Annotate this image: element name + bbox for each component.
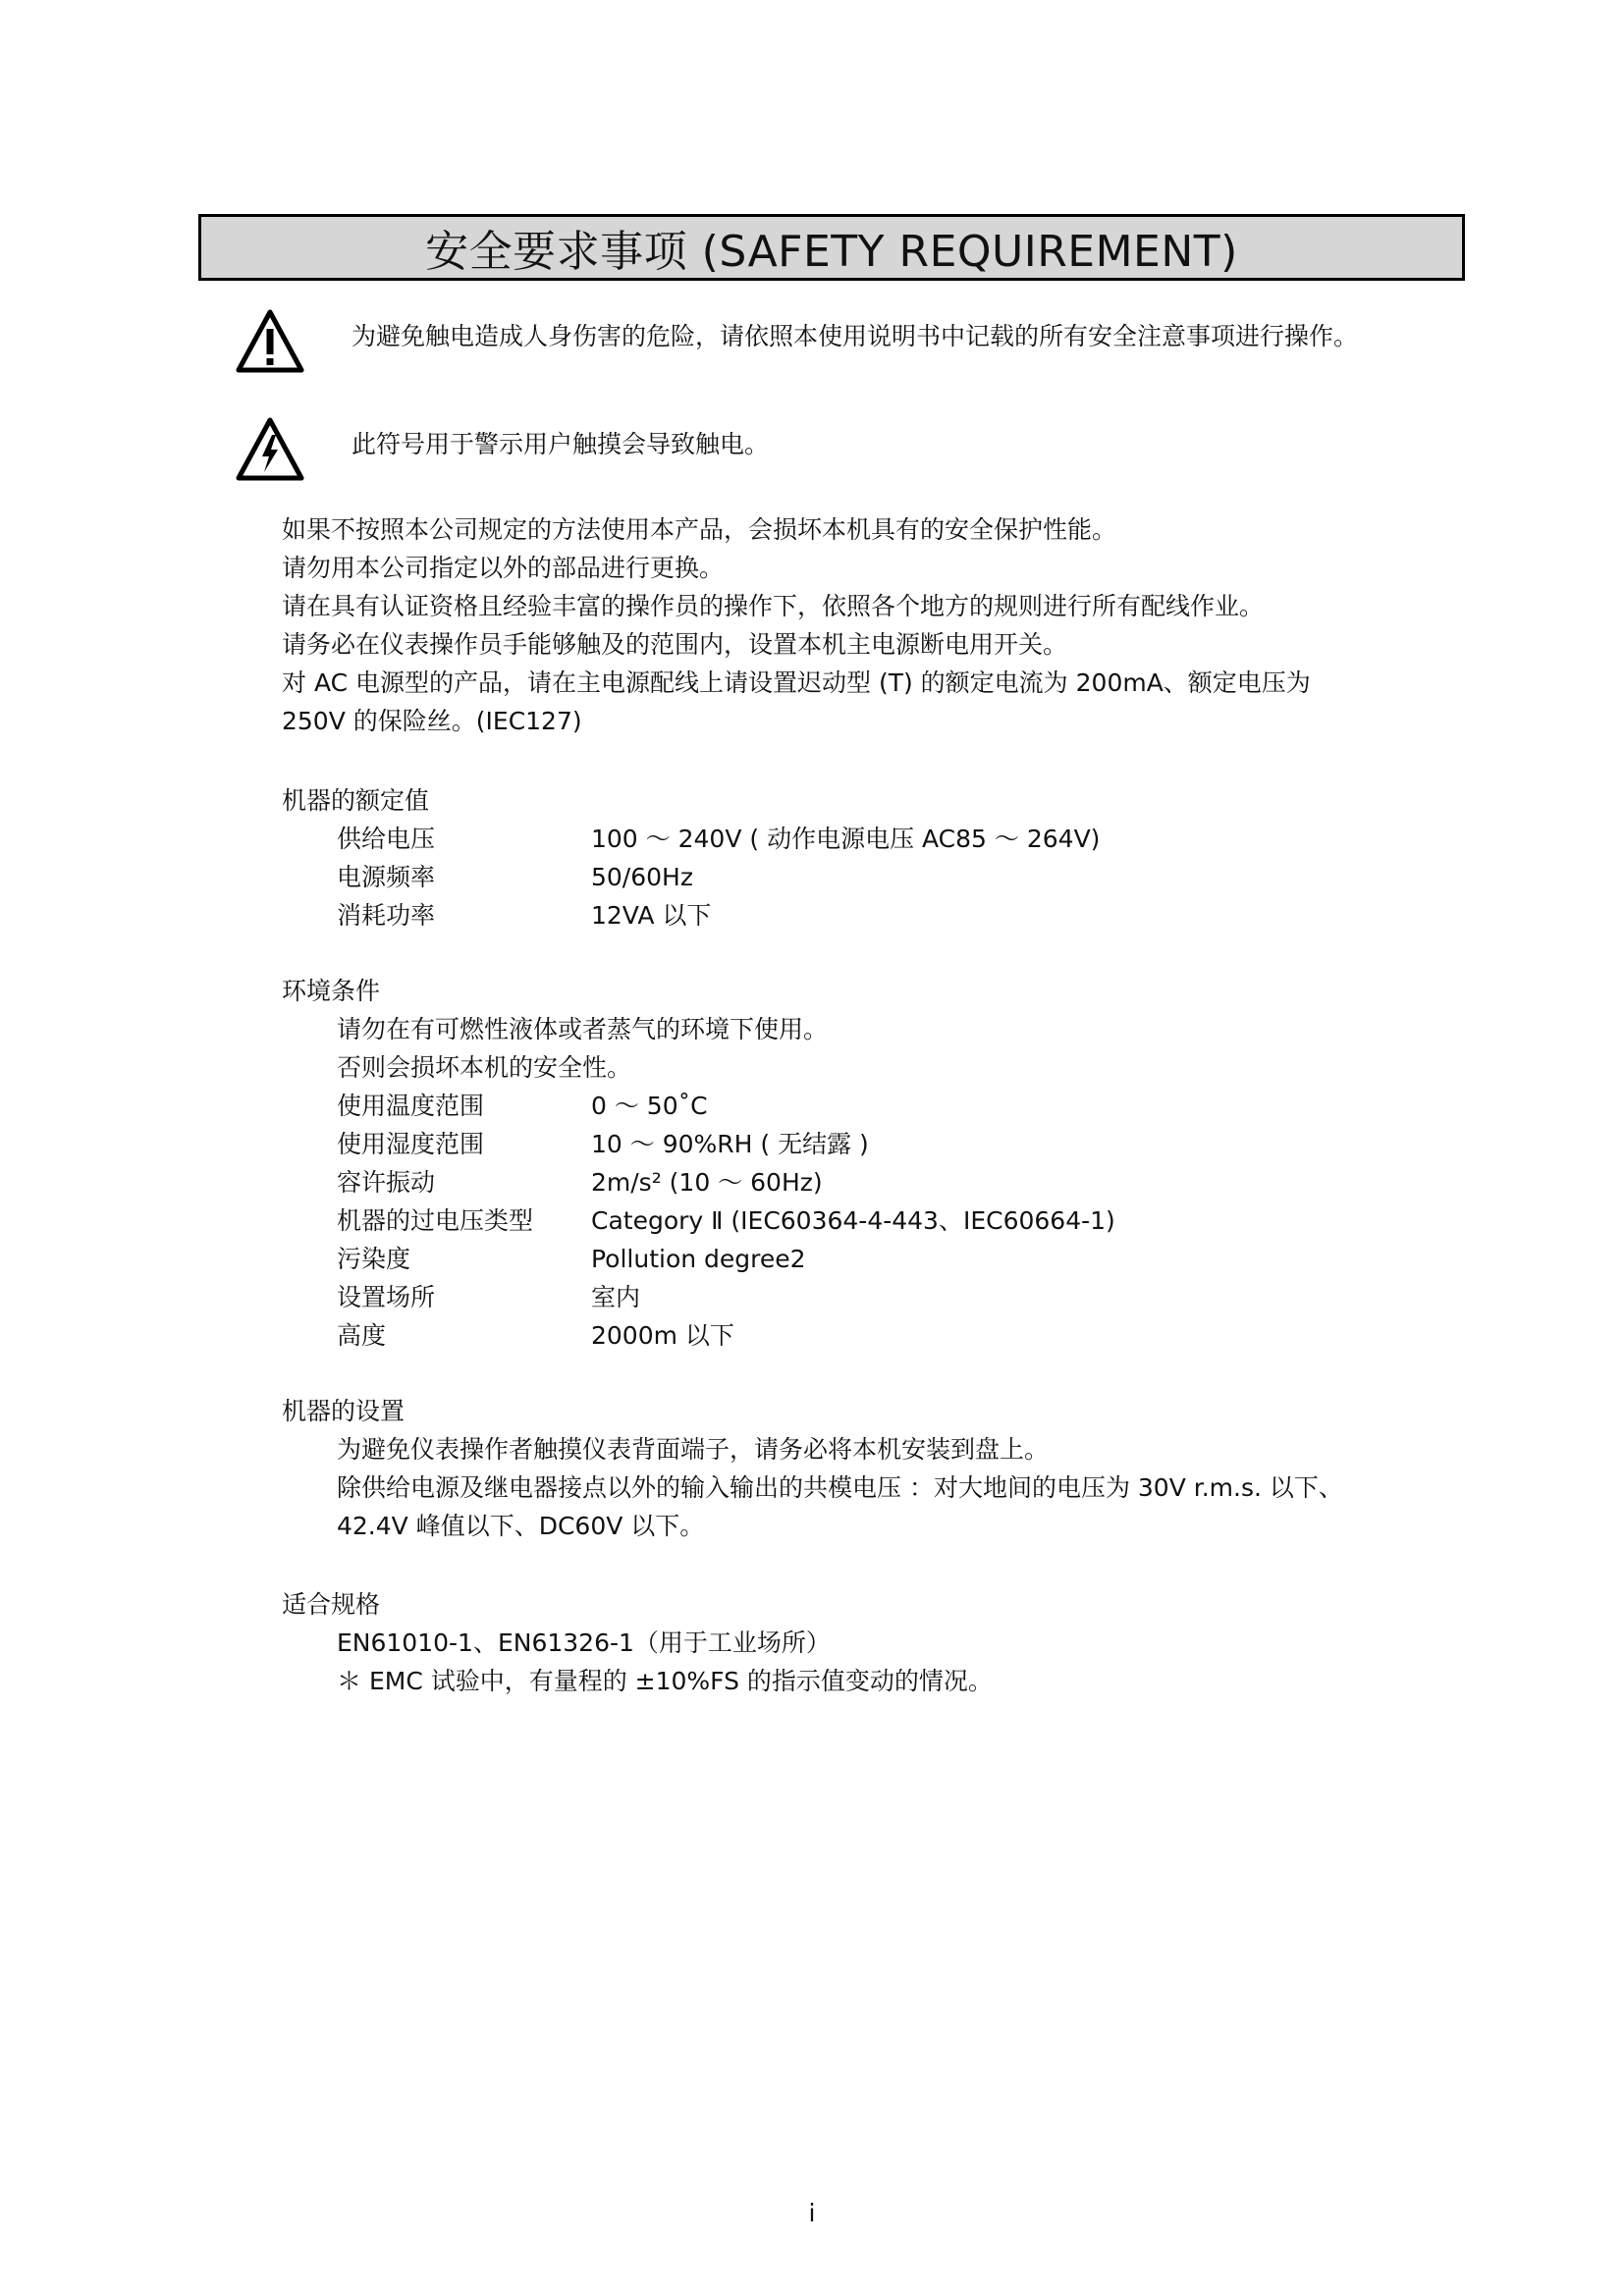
page-title: 安全要求事项 (SAFETY REQUIREMENT) [198, 214, 1465, 281]
rating-label: 消耗功率 [337, 901, 436, 930]
section-heading: 适合规格 [282, 1590, 381, 1619]
installation-line: 除供给电源及继电器接点以外的输入输出的共模电压 ：对大地间的电压为 30V r.m.s. 以下、 [337, 1473, 1343, 1502]
section-heading: 机器的额定值 [282, 786, 430, 815]
environment-section [282, 972, 1115, 1355]
environment-note: 否则会损坏本机的安全性。 [337, 1053, 632, 1082]
electric-shock-warning-icon [236, 417, 304, 482]
section-heading: 机器的设置 [282, 1397, 406, 1425]
shock-warning [236, 417, 1463, 496]
intro-line: 请在具有认证资格且经验丰富的操作员的操作下，依照各个地方的规则进行所有配线作业。 [282, 592, 1265, 620]
standards-line: ＊ EMC 试验中，有量程的 ±10%FS 的指示值变动的情况。 [337, 1667, 993, 1695]
installation-line: 为避免仪表操作者触摸仪表背面端子，请务必将本机安装到盘上。 [337, 1435, 1050, 1464]
rating-value: 100 ～ 240V ( 动作电源电压 AC85 ～ 264V) [591, 825, 1101, 853]
environment-label: 污染度 [337, 1245, 411, 1273]
rating-row [282, 820, 1100, 858]
environment-value: Category Ⅱ (IEC60364-4-443、IEC60664-1) [591, 1206, 1115, 1235]
environment-label: 机器的过电压类型 [337, 1206, 534, 1235]
environment-label: 使用温度范围 [337, 1092, 485, 1120]
intro-section [282, 510, 1311, 740]
environment-label: 高度 [337, 1321, 387, 1350]
standards-section [282, 1585, 993, 1700]
exclamation-warning-icon [236, 309, 304, 374]
intro-line: 请务必在仪表操作员手能够触及的范围内，设置本机主电源断电用开关。 [282, 630, 1068, 659]
intro-line: 250V 的保险丝。(IEC127) [282, 707, 582, 735]
environment-value: Pollution degree2 [591, 1245, 806, 1273]
environment-row [282, 1087, 1115, 1125]
environment-value: 10 ～ 90%RH ( 无结露 ) [591, 1130, 869, 1158]
rating-row [282, 896, 1100, 934]
rating-value: 12VA 以下 [591, 901, 712, 930]
page-number: i [808, 2199, 816, 2227]
environment-row [282, 1163, 1115, 1201]
environment-note: 请勿在有可燃性液体或者蒸气的环境下使用。 [337, 1015, 829, 1043]
shock-warning-text: 此符号用于警示用户触摸会导致触电。 [352, 430, 770, 458]
environment-row [282, 1278, 1115, 1316]
intro-line: 请勿用本公司指定以外的部品进行更换。 [282, 554, 725, 582]
general-warning-text: 为避免触电造成人身伤害的危险，请依照本使用说明书中记载的所有安全注意事项进行操作。 [352, 322, 1359, 350]
rating-value: 50/60Hz [591, 863, 693, 891]
environment-value: 室内 [591, 1283, 641, 1311]
environment-row [282, 1201, 1115, 1240]
environment-row [282, 1316, 1115, 1355]
environment-value: 2m/s² (10 ～ 60Hz) [591, 1168, 823, 1197]
ratings-section [282, 781, 1100, 934]
environment-label: 设置场所 [337, 1283, 436, 1311]
installation-line: 42.4V 峰值以下、DC60V 以下。 [337, 1512, 705, 1540]
rating-label: 供给电压 [337, 825, 436, 853]
general-warning [236, 309, 1463, 388]
environment-row [282, 1125, 1115, 1163]
rating-row [282, 858, 1100, 896]
environment-value: 0 ～ 50˚C [591, 1092, 708, 1120]
intro-line: 如果不按照本公司规定的方法使用本产品，会损坏本机具有的安全保护性能。 [282, 515, 1117, 544]
standards-line: EN61010-1、EN61326-1（用于工业场所） [337, 1629, 831, 1657]
rating-label: 电源频率 [337, 863, 436, 891]
intro-line: 对 AC 电源型的产品，请在主电源配线上请设置迟动型 (T) 的额定电流为 200mA、额定电压为 [282, 668, 1311, 697]
installation-section [282, 1392, 1343, 1545]
environment-label: 容许振动 [337, 1168, 436, 1197]
environment-label: 使用湿度范围 [337, 1130, 485, 1158]
environment-row [282, 1240, 1115, 1278]
environment-value: 2000m 以下 [591, 1321, 734, 1350]
section-heading: 环境条件 [282, 977, 381, 1005]
